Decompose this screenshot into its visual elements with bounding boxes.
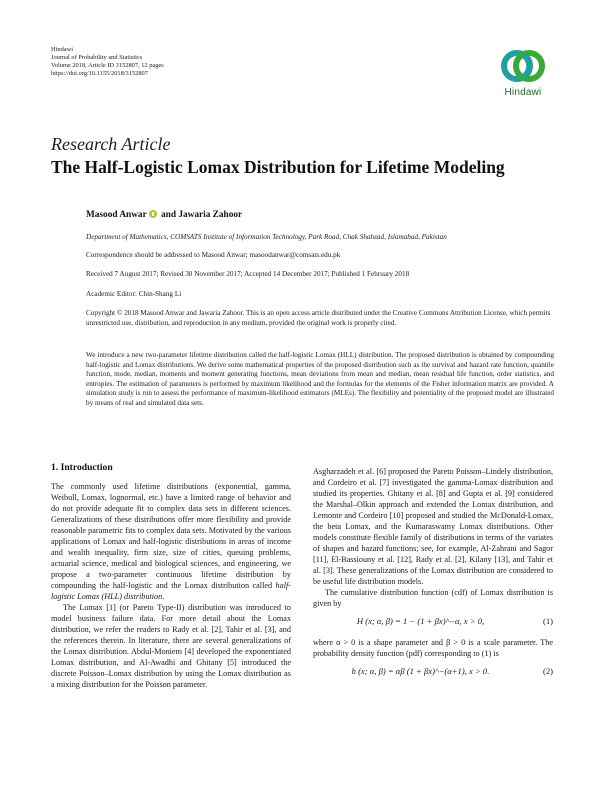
emphasis-text: half-logistic Lomax (HLL) distribution bbox=[51, 581, 291, 601]
section-title: 1. Introduction bbox=[51, 462, 113, 473]
author-second[interactable]: Jawaria Zahoor bbox=[178, 210, 243, 220]
author-first[interactable]: Masood Anwar bbox=[86, 210, 147, 220]
column-left bbox=[51, 462, 291, 690]
doi-link[interactable]: https://doi.org/10.1155/2018/3152807 bbox=[51, 70, 148, 77]
equation-number: (1) bbox=[542, 616, 553, 626]
journal-header bbox=[51, 46, 311, 78]
equation-expression: H (x; α, β) = 1 − (1 + βx)^−α, x > 0, bbox=[356, 616, 485, 626]
correspondence: Correspondence should be addressed to Masood Anwar; masoodanwar@comsats.edu.pk bbox=[86, 251, 341, 259]
hindawi-logo-icon bbox=[497, 46, 549, 86]
paragraph-text: The commonly used lifetime distributions (exponential, gamma, Weibull, Lomax, lognormal, etc.) have a limited range of behavior and do not provide adequate fit to complex data sets in different sciences. Generalizations of these distributions offer more flexibility and provide reasonable parametric fits to complex data sets. Motivated by the various applications of Lomax and half-logistic distributions in areas of income and wealth inequality, firm size, size of cities, queuing problems, actuarial science, medical and biological sciences, and engineering, we propose a two-parameter continuous lifetime distribution by compounding the half-logistic and the Lomax distribution called bbox=[51, 482, 291, 590]
journal-name: Journal of Probability and Statistics bbox=[51, 54, 143, 61]
affiliation: Department of Mathematics, COMSATS Institute of Information Technology, Park Road, Chak Shahzad, Islamabad, Pakistan bbox=[86, 233, 447, 241]
orcid-icon[interactable] bbox=[149, 210, 157, 218]
abstract: We introduce a new two-parameter lifetime distribution called the half-logistic Lomax (HLL) distribution. The proposed distribution is obtained by compounding half-logistic and Lomax distributions. We derive some mathematical properties of the proposed distribution such as the survival and hazard rate function, quantile function, mode, median, moments and moment generating functions, mean deviations from mean and median, mean residual life function, order statistics, and entropies. The estimation of parameters is performed by maximum likelihood and the formulas for the elements of the Fisher information matrix are provided. A simulation study is run to assess the performance of maximum-likelihood estimators (MLEs). The flexibility and potentiality of the proposed model are illustrated by means of real and simulated data sets. bbox=[86, 351, 554, 407]
publisher-name: Hindawi bbox=[51, 46, 74, 53]
authors bbox=[86, 210, 242, 220]
volume-line: Volume 2018, Article ID 3152807, 12 pages bbox=[51, 62, 164, 69]
equation-1 bbox=[313, 612, 553, 634]
paragraph bbox=[51, 481, 291, 602]
equation-2 bbox=[313, 662, 553, 684]
academic-editor: Academic Editor: Chin-Shang Li bbox=[86, 290, 182, 298]
paragraph: Asgharzadeh et al. [6] proposed the Pareto Poisson–Lindely distribution, and Cordeiro et al. [7] investigated the gamma-Lomax distribution and studied its properties. Ghitany et al. [8] and Gupta et al. [9] considered the Marshal–Olkin approach and extended the Lomax distribution, and Lemonte and Cordeiro [10] proposed and studied the McDonald-Lomax, the beta Lomax, and the Kumaraswamy Lomax distributions. Other models constitute flexible family of distributions in terms of the variates of shapes and hazard functions; see, for example, Al-Zahrani and Sagor [11], El-Bassiouny et al. [12], Rady et al. [2], Kilany [13], and Tahir et al. [3]. These generalizations of the Lomax distribution are considered to be useful life distribution models. bbox=[313, 467, 553, 586]
article-type: Research Article bbox=[51, 134, 171, 154]
hindawi-logo bbox=[497, 46, 549, 104]
equation-number: (2) bbox=[542, 666, 553, 676]
paragraph: The cumulative distribution function (cdf) of Lomax distribution is given by bbox=[313, 588, 553, 608]
column-right bbox=[313, 466, 553, 687]
equation-expression: h (x; α, β) = αβ (1 + βx)^−(α+1), x > 0. bbox=[351, 666, 490, 676]
paragraph: The Lomax [1] (or Pareto Type-II) distribution was introduced to model business failure data. For more detail about the Lomax distribution, we refer the readers to Rady et al. [2], Tahir et al. [3], and the references therein. In literature, there are several generalizations of the Lomax distribution. Abdul-Moniem [4] developed the exponentiated Lomax distribution, and Al-Awadhi and Ghitany [5] introduced the discrete Poisson–Lomax distribution by using the Lomax distribution as a mixing distribution for the Poisson parameter. bbox=[51, 603, 291, 689]
dates: Received 7 August 2017; Revised 30 November 2017; Accepted 14 December 2017; Published 1 February 2018 bbox=[86, 270, 410, 278]
logo-wordmark: Hindawi bbox=[504, 87, 542, 98]
paragraph-end: . bbox=[162, 592, 165, 601]
page-title: The Half-Logistic Lomax Distribution for Lifetime Modeling bbox=[51, 157, 505, 177]
copyright: Copyright © 2018 Masood Anwar and Jawaria Zahoor. This is an open access article distributed under the Creative Commons Attribution License, which permits unrestricted use, distribution, and reproduction in any medium, provided the original work is properly cited. bbox=[86, 309, 551, 327]
paragraph: where α > 0 is a shape parameter and β > 0 is a scale parameter. The probability density function (pdf) corresponding to (1) is bbox=[313, 638, 553, 658]
author-connector: and bbox=[158, 210, 179, 220]
